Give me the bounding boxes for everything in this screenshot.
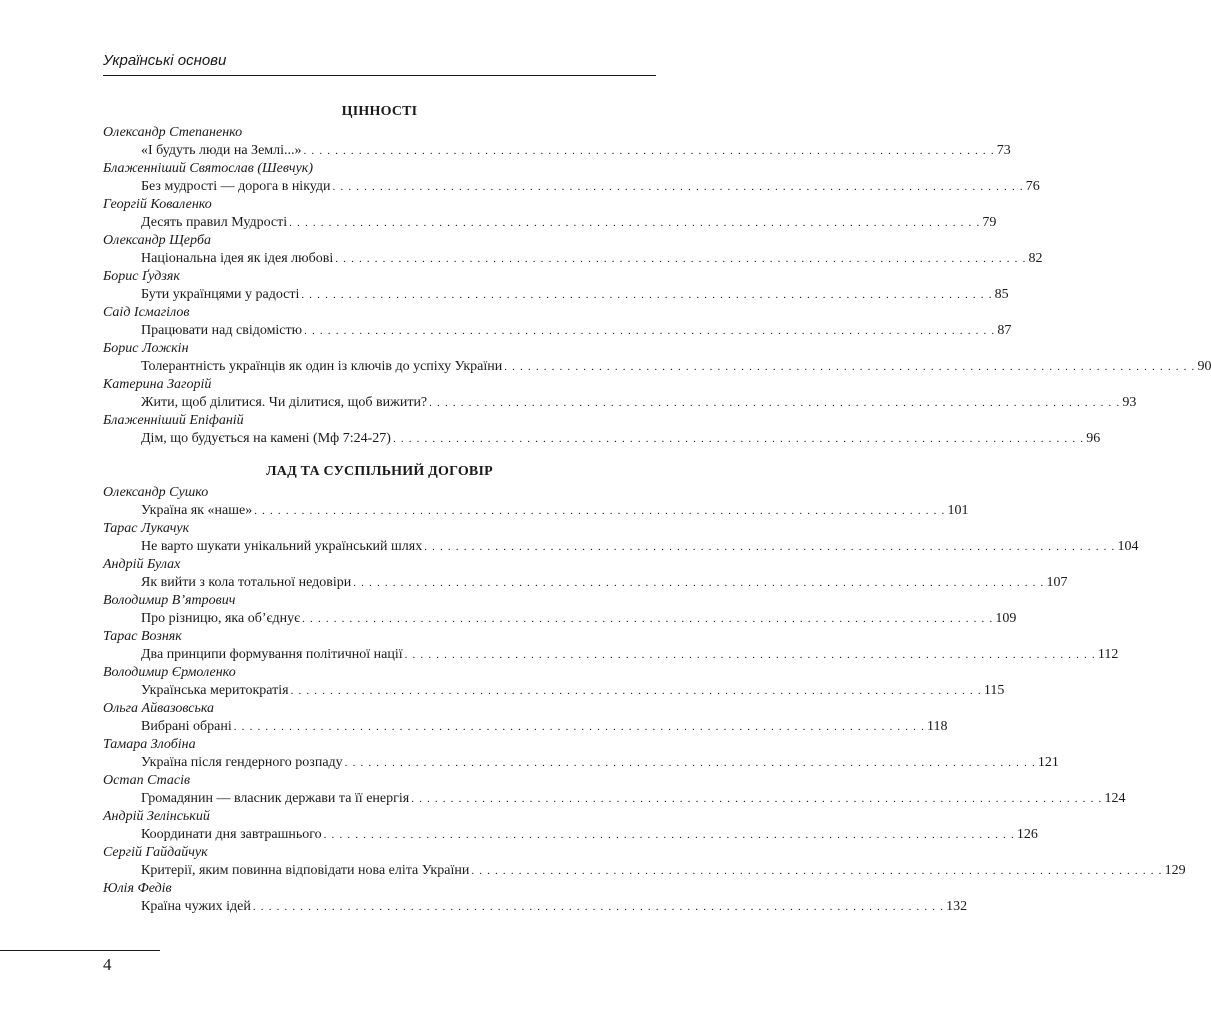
toc-entry[interactable] [103,610,1017,628]
toc-author: Сергій Гайдайчук [103,845,208,860]
toc-entry[interactable] [103,178,1040,196]
toc-entry-title: Україна після гендерного розпаду [141,755,343,770]
toc-page-number: 101 [947,503,969,518]
toc-entry[interactable] [103,574,1068,592]
toc-page-number: 118 [927,719,948,734]
toc-leader-dots: . . . . . . . . . . . . . . . . . . . . . . . . . . . . . . . . . . . . . . . . . . . . . . . . . . . . . . . . . . . . . . . . . . . . . . . . . . . . . . . . . . . . . . . . [301,289,993,301]
toc-page-number: 115 [983,683,1005,698]
toc-author: Володимир Єрмоленко [103,665,236,680]
toc-leader-dots: . . . . . . . . . . . . . . . . . . . . . . . . . . . . . . . . . . . . . . . . . . . . . . . . . . . . . . . . . . . . . . . . . . . . . . . . . . . . . . . . . . . . . . . . [289,217,981,229]
toc-author: Ольга Айвазовська [103,701,215,716]
toc-page-number: 129 [1164,863,1186,878]
toc-leader-dots: . . . . . . . . . . . . . . . . . . . . . . . . . . . . . . . . . . . . . . . . . . . . . . . . . . . . . . . . . . . . . . . . . . . . . . . . . . . . . . . . . . . . . . . . [323,829,1015,841]
toc-section-values [103,100,1211,448]
toc-entry-title: Вибрані обрані [141,719,232,734]
toc-author: Блаженніший Святослав (Шевчук) [103,161,314,176]
toc-page-number: 82 [1028,251,1043,266]
toc-entry-title: «І будуть люди на Землі...» [141,143,302,158]
toc-page-number: 104 [1117,539,1139,554]
toc-page-number: 93 [1122,395,1137,410]
toc-author: Борис Ґудзяк [103,269,180,284]
toc-page-number: 121 [1037,755,1059,770]
toc-entry-title: Працювати над свідомістю [141,323,303,338]
section-title: ЛАД ТА СУСПІЛЬНИЙ ДОГОВІР [266,464,493,479]
toc-entry[interactable] [103,214,997,232]
toc-leader-dots: . . . . . . . . . . . . . . . . . . . . . . . . . . . . . . . . . . . . . . . . . . . . . . . . . . . . . . . . . . . . . . . . . . . . . . . . . . . . . . . . . . . . . . . . [411,793,1103,805]
toc-leader-dots: . . . . . . . . . . . . . . . . . . . . . . . . . . . . . . . . . . . . . . . . . . . . . . . . . . . . . . . . . . . . . . . . . . . . . . . . . . . . . . . . . . . . . . . . [254,505,946,517]
toc-entry-title: Бути українцями у радості [141,287,300,302]
toc-entry-title: Дім, що будується на камені (Мф 7:24-27) [141,431,391,446]
toc-entry-title: Як вийти з кола тотальної недовіри [141,575,352,590]
toc-entry[interactable] [103,682,1005,700]
toc-entry-title: Толерантність українців як один із ключів до успіху України [141,359,503,374]
toc-page-number: 90 [1197,359,1211,374]
toc-entry-title: Без мудрості — дорога в нікуди [141,179,331,194]
toc-author: Саід Ісмагілов [103,305,190,320]
toc-page-number: 73 [996,143,1011,158]
toc-entry-title: Українська меритократія [141,683,289,698]
toc-entry[interactable] [103,394,1137,412]
running-head-title: Українські основи [103,52,227,69]
toc-author: Тарас Лукачук [103,521,190,536]
toc-leader-dots: . . . . . . . . . . . . . . . . . . . . . . . . . . . . . . . . . . . . . . . . . . . . . . . . . . . . . . . . . . . . . . . . . . . . . . . . . . . . . . . . . . . . . . . . [332,181,1024,193]
toc-page-number: 85 [994,287,1009,302]
toc-entry[interactable] [103,538,1139,556]
toc-entry[interactable] [103,898,968,916]
toc-author: Блаженніший Епіфаній [103,413,244,428]
toc-entry-title: Не варто шукати унікальний український шлях [141,539,423,554]
toc-section-order [103,460,1186,916]
toc-page-number: 126 [1016,827,1038,842]
toc-entry-title: Національна ідея як ідея любові [141,251,334,266]
toc-leader-dots: . . . . . . . . . . . . . . . . . . . . . . . . . . . . . . . . . . . . . . . . . . . . . . . . . . . . . . . . . . . . . . . . . . . . . . . . . . . . . . . . . . . . . . . . [404,649,1096,661]
footer-rule [0,950,160,951]
toc-entry[interactable] [103,250,1043,268]
toc-author: Юлія Федів [103,881,172,896]
toc-leader-dots: . . . . . . . . . . . . . . . . . . . . . . . . . . . . . . . . . . . . . . . . . . . . . . . . . . . . . . . . . . . . . . . . . . . . . . . . . . . . . . . . . . . . . . . . [252,901,945,913]
toc-page-number: 112 [1097,647,1119,662]
page-number: 4 [103,955,112,974]
toc-page-number: 79 [982,215,997,230]
toc-author: Катерина Загорій [103,377,212,392]
toc-page-number: 76 [1025,179,1040,194]
toc-leader-dots: . . . . . . . . . . . . . . . . . . . . . . . . . . . . . . . . . . . . . . . . . . . . . . . . . . . . . . . . . . . . . . . . . . . . . . . . . . . . . . . . . . . . . . . . [504,361,1196,373]
toc-leader-dots: . . . . . . . . . . . . . . . . . . . . . . . . . . . . . . . . . . . . . . . . . . . . . . . . . . . . . . . . . . . . . . . . . . . . . . . . . . . . . . . . . . . . . . . . [233,721,926,733]
toc-author: Борис Ложкін [103,341,189,356]
toc-author: Андрій Булах [103,557,181,572]
toc-page-number: 132 [946,899,968,914]
toc-entry-title: Громадянин — власник держави та її енергія [141,791,410,806]
toc-leader-dots: . . . . . . . . . . . . . . . . . . . . . . . . . . . . . . . . . . . . . . . . . . . . . . . . . . . . . . . . . . . . . . . . . . . . . . . . . . . . . . . . . . . . . . . . [429,397,1121,409]
toc-leader-dots: . . . . . . . . . . . . . . . . . . . . . . . . . . . . . . . . . . . . . . . . . . . . . . . . . . . . . . . . . . . . . . . . . . . . . . . . . . . . . . . . . . . . . . . . [392,433,1085,445]
toc-leader-dots: . . . . . . . . . . . . . . . . . . . . . . . . . . . . . . . . . . . . . . . . . . . . . . . . . . . . . . . . . . . . . . . . . . . . . . . . . . . . . . . . . . . . . . . . [303,145,995,157]
toc-entry-title: Десять правил Мудрості [141,215,288,230]
toc-page-number: 124 [1104,791,1126,806]
toc-leader-dots: . . . . . . . . . . . . . . . . . . . . . . . . . . . . . . . . . . . . . . . . . . . . . . . . . . . . . . . . . . . . . . . . . . . . . . . . . . . . . . . . . . . . . . . . [335,253,1027,265]
toc-entry-title: Критерії, яким повинна відповідати нова еліта України [141,863,470,878]
header-rule [103,75,656,76]
toc-entry[interactable] [103,718,948,736]
toc-author: Володимир В’ятрович [103,593,236,608]
toc-entry[interactable] [103,826,1038,844]
toc-entry-title: Країна чужих ідей [141,899,251,914]
toc-page-number: 109 [995,611,1017,626]
toc-page-number: 96 [1086,431,1101,446]
toc-entry[interactable] [103,502,969,520]
toc-leader-dots: . . . . . . . . . . . . . . . . . . . . . . . . . . . . . . . . . . . . . . . . . . . . . . . . . . . . . . . . . . . . . . . . . . . . . . . . . . . . . . . . . . . . . . . . [471,865,1163,877]
toc-author: Олександр Степаненко [103,125,243,140]
toc-entry-title: Україна як «наше» [141,503,253,518]
toc-entry[interactable] [103,430,1101,448]
toc-entry-title: Жити, щоб ділитися. Чи ділитися, щоб вижити? [141,395,428,410]
toc-leader-dots: . . . . . . . . . . . . . . . . . . . . . . . . . . . . . . . . . . . . . . . . . . . . . . . . . . . . . . . . . . . . . . . . . . . . . . . . . . . . . . . . . . . . . . . . [302,613,994,625]
toc-author: Андрій Зелінський [103,809,210,824]
toc-entry-title: Два принципи формування політичної нації [141,647,403,662]
toc-author: Тарас Возняк [103,629,182,644]
toc-author: Тамара Злобіна [103,737,196,752]
section-title: ЦІННОСТІ [341,104,418,119]
toc-entry[interactable] [103,790,1126,808]
toc-entry-title: Координати дня завтрашнього [141,827,322,842]
toc-entry[interactable] [103,754,1059,772]
toc-entry[interactable] [103,322,1012,340]
toc-leader-dots: . . . . . . . . . . . . . . . . . . . . . . . . . . . . . . . . . . . . . . . . . . . . . . . . . . . . . . . . . . . . . . . . . . . . . . . . . . . . . . . . . . . . . . . . [304,325,996,337]
toc-leader-dots: . . . . . . . . . . . . . . . . . . . . . . . . . . . . . . . . . . . . . . . . . . . . . . . . . . . . . . . . . . . . . . . . . . . . . . . . . . . . . . . . . . . . . . . . [353,577,1045,589]
toc-entry[interactable] [103,862,1186,880]
toc-entry[interactable] [103,286,1009,304]
toc-leader-dots: . . . . . . . . . . . . . . . . . . . . . . . . . . . . . . . . . . . . . . . . . . . . . . . . . . . . . . . . . . . . . . . . . . . . . . . . . . . . . . . . . . . . . . . . [344,757,1036,769]
toc-entry-title: Про різницю, яка об’єднує [141,611,301,626]
toc-entry[interactable] [103,358,1211,376]
toc-page-number: 87 [997,323,1012,338]
toc-author: Остап Стасів [103,773,191,788]
toc-author: Олександр Щерба [103,233,212,248]
toc-entry[interactable] [103,646,1119,664]
toc-page-number: 107 [1046,575,1068,590]
toc-author: Георгій Коваленко [103,197,212,212]
toc-entry[interactable] [103,142,1011,160]
toc-leader-dots: . . . . . . . . . . . . . . . . . . . . . . . . . . . . . . . . . . . . . . . . . . . . . . . . . . . . . . . . . . . . . . . . . . . . . . . . . . . . . . . . . . . . . . . . [424,541,1116,553]
toc-leader-dots: . . . . . . . . . . . . . . . . . . . . . . . . . . . . . . . . . . . . . . . . . . . . . . . . . . . . . . . . . . . . . . . . . . . . . . . . . . . . . . . . . . . . . . . . [290,685,982,697]
toc-author: Олександр Сушко [103,485,209,500]
